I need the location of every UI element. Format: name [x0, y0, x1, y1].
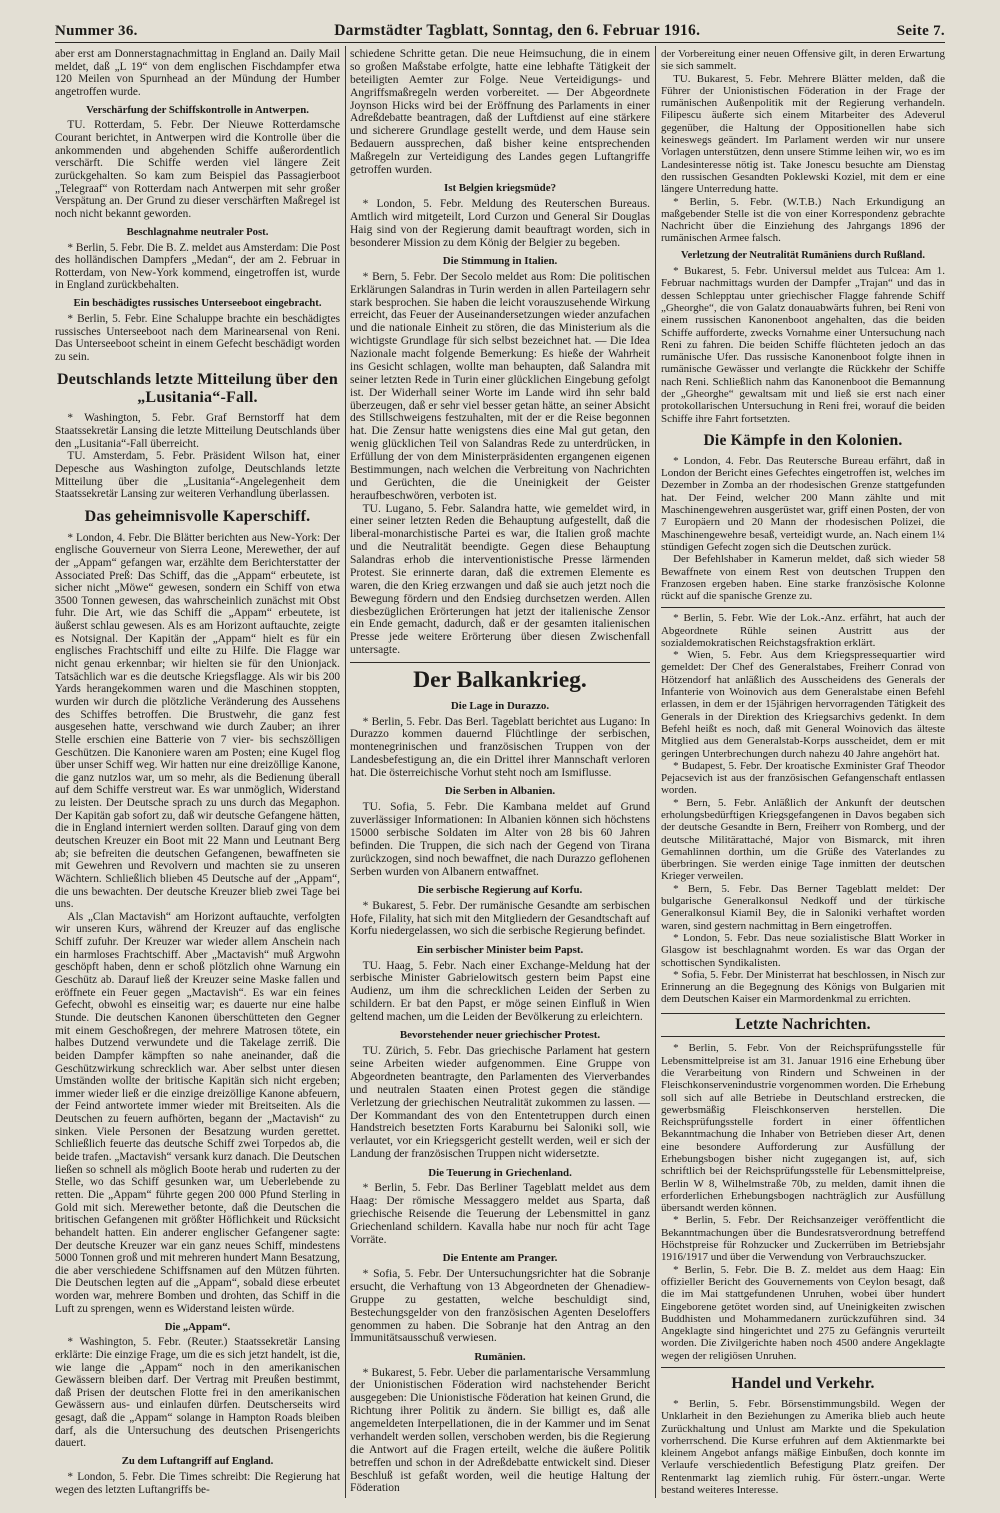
luftangriff-text: * London, 5. Febr. Die Times schreibt: Die Regierung hat wegen des letzten Luftangriffs be- — [55, 1470, 340, 1496]
news-item: * Bern, 5. Febr. Das Berner Tageblatt meldet: Der bulgarische Generalkonsul Nedkoff und der türkische Generalkonsul Kiamil Bey, die in Saloniki verhaftet worden waren, sind gestern nachmittag in Bern eingetroffen. — [661, 882, 945, 932]
news-item: * Budapest, 5. Febr. Der kroatische Exminister Graf Theodor Pejacsevich ist aus der französischen Gefangenschaft entlassen worden. — [661, 759, 945, 797]
italien-paragraph: TU. Lugano, 5. Febr. Salandra hatte, wie gemeldet wird, in einer seiner letzten Reden die Behauptung aufgestellt, daß die liberal-monarchistische Partei es war, die Italien groß machte und die Neutralität beendigte. Gegen diese Behauptung Salandras erhob die interventionistische Presse lärmenden Protest. Sie erinnerte daran, daß die extremen Elemente es waren, die den Krieg erzwangen und daß sie auch jetzt noch die Bewegung fördern und den Endsieg durchsetzen werden. Allen diesbezüglichen Erörterungen hat jetzt der italienische Zensor ein Ende gemacht, dadurch, daß er der gesamten italienischen Presse jede weitere Erörterung über diesen Zwischenfall untersagte. — [350, 502, 650, 657]
letzte-paragraph: * Berlin, 5. Febr. Die B. Z. meldet aus dem Haag: Ein offizieller Bericht des Gouvernements von Ceylon besagt, daß die im Mai stattgefundenen Unruhen, wobei über hundert Eingeborene getötet worden sind, auf Uneinigkeiten zwischen Buddhisten und Mohammedanern zurückzuführen sind. 34 Angeklagte sind hingerichtet und 275 zu Gefängnis verurteilt worden. Die Zivilgerichte haben noch 4500 andere Angeklagte wegen der religiösen Unruhen. — [661, 1263, 945, 1362]
news-item: * Bern, 5. Febr. Anläßlich der Ankunft der deutschen erholungsbedürftigen Kriegsgefangenen in Davos begaben sich der deutsche Gesandte in Bern, Freiherr von Romberg, und der deutsche Militärattaché, Major von Bismarck, mit ihren Gemahlinnen dorthin, um die Grüße des Vaterlandes zu überbringen. Sie werden einige Tage inmitten der deutschen Krieger verweilen. — [661, 796, 945, 883]
rumaenien-heading: Rumänien. — [474, 1350, 526, 1363]
appam-text: * Washington, 5. Febr. (Reuter.) Staatssekretär Lansing erklärte: Die einzige Frage, um die es sich jetzt handelt, ist die, wie lange die „Appam“ noch in den amerikanischen Gewässern bleiben darf. Der Vertrag mit Preußen bestimmt, daß Prisen der deutschen Flotte frei in den amerikanischen Gewässern aus- und einlaufen dürfen. Deutscherseits wird gesagt, daß die „Appam“ solange in Hampton Roads bleiben darf, als die Untersuchung des deutschen Prisengerichts dauert. — [55, 1336, 340, 1450]
rumaenien-text: * Bukarest, 5. Febr. Ueber die parlamentarische Versammlung der Unionistischen Föderation wird nachstehender Bericht ausgegeben: Die Unionistische Föderation hat keinen Grund, die Richtung ihrer Politik zu ändern. Sie billigt es, daß alle angemeldeten Interpellationen, die in der Kammer und im Senat verhandelt werden sollen, verschoben werden, bis die Regierung die Antwort auf die Fragen erteilt, welche die äußere Politik betreffen und schon in der Adreßdebatte entwickelt sind. Dieser Beschluß ist gefaßt worden, weil die heutige Haltung der Föderation — [350, 1366, 650, 1495]
page-number: Seite 7. — [896, 23, 945, 39]
section-rule — [350, 662, 650, 663]
uboot-text: * Berlin, 5. Febr. Eine Schaluppe brachte ein beschädigtes russisches Unterseeboot nach dem Marinearsenal von Reni. Das Unterseeboot scheint in einem Gefecht beschädigt worden zu sein. — [55, 313, 340, 363]
handel-text: * Berlin, 5. Febr. Börsenstimmungsbild. Wegen der Unklarheit in den Beziehungen zu Amerika blieb auch heute Zurückhaltung und Unlust am Markte und die Spekulation vorherrschend. Die Kurse erfuhren auf dem Aktienmarkte bei kleinem Angebot anfangs mäßige Einbußen, doch konnte im Verlaufe verschiedentlich Befestigung Platz greifen. Der Rentenmarkt lag ziemlich ruhig. Für österr.-ungar. Werte bestand weiteres Interesse. — [661, 1397, 945, 1496]
korfu-heading: Die serbische Regierung auf Korfu. — [417, 883, 583, 896]
letzte-nachrichten-heading: Letzte Nachrichten. — [661, 1013, 945, 1037]
pranger-text: * Sofia, 5. Febr. Der Untersuchungsrichter hat die Sobranje ersucht, die Verhaftung von 13 Abgeordneten der Ghenadiew-Gruppe zu gestatten, welche beschuldigt sind, Bestechungsgelder von den französischen Agenten Deseloffers genommen zu haben. Die Sobranje hat den Antrag an den Immunitätsausschuß verwiesen. — [350, 1268, 650, 1345]
balkankrieg-heading: Der Balkankrieg. — [413, 666, 587, 693]
lusitania-heading: Deutschlands letzte Mitteilung über den „Lusitania“-Fall. — [57, 370, 338, 406]
column-2 — [350, 48, 650, 1496]
antwerpen-heading: Verschärfung der Schiffskontrolle in Antwerpen. — [86, 103, 309, 116]
column-rule — [345, 46, 346, 1498]
kolonien-paragraph: * London, 4. Febr. Das Reutersche Bureau erfährt, daß in London der Bericht eines Gefechtes eingetroffen ist, welches im Dezember in Zomba an der rhodesischen Grenze stattgefunden hat. Der Feind, welcher 200 Mann zählte und mit Maschinengewehren ausgerüstet war, griff einen Posten, der von 7 Europäern und 20 Mann der rhodesischen Polizei, die Maschinengewehre besaß, verteidigt wurde, an. Nach einem 1¼ stündigen Gefecht zogen sich die Deutschen zurück. — [661, 454, 945, 553]
pranger-heading: Die Entente am Pranger. — [442, 1252, 558, 1265]
continued-paragraph: aber erst am Donnerstagnachmittag in England an. Daily Mail meldet, daß „L 19“ von dem englischen Fischdampfer etwa 120 Meilen von Spurnhead an der Mündung der Humber angetroffen wurde. — [55, 48, 340, 98]
section-rule — [661, 1367, 945, 1368]
issue-number: Nummer 36. — [55, 23, 138, 39]
italien-heading: Die Stimmung in Italien. — [442, 254, 558, 267]
jahrgang-text: * Berlin, 5. Febr. (W.T.B.) Nach Erkundigung an maßgebender Stelle ist die von einer Korrespondenz gebrachte Nachricht über die Einziehung des Jahrgangs 1896 der rumänischen Armee falsch. — [661, 195, 945, 245]
belgien-text: * London, 5. Febr. Meldung des Reuterschen Bureaus. Amtlich wird mitgeteilt, Lord Curzon und General Sir Douglas Haig sind von der Regierung damit beauftragt worden, sich in besonderer Mission zu dem König der Belgier zu begeben. — [350, 198, 650, 249]
albanien-text: TU. Sofia, 5. Febr. Die Kambana meldet auf Grund zuverlässiger Informationen: In Albanien können sich höchstens 15000 serbische Soldaten im Alter von 28 bis 60 Jahren befinden. Die Truppen, die sich nach der Gegend von Tirana zurückzogen, sind noch bewaffnet, die nach Durazzo geflohenen Serben wurden von Albanern entwaffnet. — [350, 801, 650, 878]
continued-paragraph: der Vorbereitung einer neuen Offensive gilt, in deren Erwartung sie sich sammelt. — [661, 48, 945, 73]
letzte-paragraph: * Berlin, 5. Febr. Der Reichsanzeiger veröffentlicht die Bekanntmachungen über die Bundesratsverordnung betreffend Höchstpreise für Rohzucker und Zuckerrüben im Betriebsjahr 1916/1917 und über die Verwendung von Verbrauchszucker. — [661, 1214, 945, 1264]
papst-text: TU. Haag, 5. Febr. Nach einer Exchange-Meldung hat der serbische Minister Gabrielowitsch gestern beim Papst eine Audienz, um ihm die schrecklichen Leiden der Serben zu schildern. Er bat den Papst, er möge seinen Einfluß in Wien geltend machen, um die Leiden der Bevölkerung zu erleichtern. — [350, 959, 650, 1024]
antwerpen-text: TU. Rotterdam, 5. Febr. Der Nieuwe Rotterdamsche Courant berichtet, in Antwerpen wird die Kontrolle über die ankommenden und abgehenden Schiffe außerordentlich verschärft. Die Schiffe werden viel längere Zeit zurückgehalten. So kam zum Beispiel das Passagierboot „Telegraaf“ von Rotterdam nach Antwerpen mit sehr großer Verspätung an. Der Grund zu dieser verschärften Maßregel ist noch nicht bekannt geworden. — [55, 119, 340, 220]
post-heading: Beschlagnahme neutraler Post. — [126, 225, 269, 238]
letzte-paragraph: * Berlin, 5. Febr. Von der Reichsprüfungsstelle für Lebensmittelpreise ist am 31. Januar 1916 eine Erhebung über die Verarbeitung von Rindern und Schweinen in der Fleischkonservenindustrie vorgenommen worden. Die Erhebung soll sich auf alle Betriebe in Deutschland erstrecken, die gewerbsmäßig Fleischkonserven herstellen. Die Reichsprüfungsstelle fordert in einer öffentlichen Bekanntmachung die Inhaber von Betrieben dieser Art, denen eine besondere Aufforderung zur Ausfüllung der Erhebungsbogen bisher nicht zugegangen ist, auf, sich schriftlich bei der Reichsprüfungsstelle für Lebensmittelpreise, Berlin W 8, Wilhelmstraße 70b, zu melden, damit ihnen die erforderlichen Erhebungsbogen nachträglich zur Ausfüllung übersandt werden können. — [661, 1042, 945, 1215]
belgien-heading: Ist Belgien kriegsmüde? — [443, 182, 557, 195]
teuerung-text: * Berlin, 5. Febr. Das Berliner Tageblatt meldet aus dem Haag: Der römische Messaggero meldet aus Sparta, daß griechische Reisende die Teuerung der Lebensmittel in ganz Griechenland schildern. Kavalla habe nur noch für acht Tage Vorräte. — [350, 1182, 650, 1246]
section-rule — [661, 607, 945, 608]
papst-heading: Ein serbischer Minister beim Papst. — [416, 943, 584, 956]
luftangriff-heading: Zu dem Luftangriff auf England. — [121, 1455, 274, 1468]
protest-heading: Bevorstehender neuer griechischer Protest. — [399, 1029, 601, 1042]
kaperschiff-heading: Das geheimnisvolle Kaperschiff. — [84, 508, 311, 526]
news-item: * Wien, 5. Febr. Aus dem Kriegspressequartier wird gemeldet: Der Chef des Generalstabes, Freiherr Conrad von Hötzendorf hat anläßlich des Ausscheidens des Generals der Infanterie von Woinovich aus dem Generalstabe einen Befehl erlassen, in dem er der 15jährigen hervorragenden Tätigkeit des Generals in der Direktion des Kriegsarchivs gedenkt. In dem Befehl heißt es noch, daß mit General Woinovich das älteste Mitglied aus dem Generalstab-Korps ausscheidet, dem er mit geringen Unterbrechungen durch nahezu 40 Jahre angehört hat. — [661, 649, 945, 760]
continued-paragraph: schiedene Schritte getan. Die neue Heimsuchung, die in einem so großen Maßstabe erfolgte, hatte eine lebhafte Tätigkeit der beteiligten Aemter zur Folge. Neue Verteidigungs- und Angriffsmaßregeln werden vorbereitet. — Der Abgeordnete Joynson Hicks wird bei der Eröffnung des Parlaments in einer Adreßdebatte beantragen, daß der Luftdienst auf eine stärkere und sicherere Grundlage gestellt werde, und dem Hause sein Bedauern aussprechen, daß bisher keine entsprechenden Maßregeln zur Verteidigung des Landes gegen Luftangriffe getroffen wurden. — [350, 48, 650, 176]
korfu-text: * Bukarest, 5. Febr. Der rumänische Gesandte am serbischen Hofe, Filality, hat sich mit den Mitgliedern der Gesandtschaft auf Korfu niedergelassen, wo sich die serbische Regierung befindet. — [350, 899, 650, 938]
column-1 — [55, 48, 340, 1496]
lusitania-paragraph: * Washington, 5. Febr. Graf Bernstorff hat dem Staatssekretär Lansing die letzte Mitteilung Deutschlands über den „Lusitania“-Fall überreicht. — [55, 412, 340, 450]
masthead-title: Darmstädter Tagblatt, Sonntag, den 6. Februar 1916. — [334, 22, 701, 39]
albanien-heading: Die Serben in Albanien. — [444, 785, 556, 798]
durazzo-heading: Die Lage in Durazzo. — [450, 699, 550, 712]
italien-paragraph: * Bern, 5. Febr. Der Secolo meldet aus Rom: Die politischen Erklärungen Salandras in Turin werden in allen Parteilagern sehr stark besprochen. Sie haben die leicht vorauszusehende Wirkung erreicht, das Feuer der Auseinandersetzungen wieder anzufachen und die nationale Einheit zu stören, die das Ministerium als die wichtigste Grundlage für sich selbst bezeichnet hat. — Die Idea Nazionale macht folgende Bemerkung: Es hieße der Wahrheit ins Gesicht schlagen, wollte man behaupten, daß Salandra mit seiner letzten Rede in Turin einer glücklichen Eingebung gefolgt ist. Der Widerhall seiner Worte im Lande wird ihn sehr bald überzeugen, daß er sehr viel besser getan hätte, an seiner Absicht des Stillschweigens festzuhalten, mit der er die Reise begonnen hat. Die Zensur hatte wenigstens dies eine Mal gut getan, den wenig glücklichen Teil von Salandras Rede zu unterdrücken, in Erfüllung der von dem Ministerpräsidenten ergangenen eigenen Bestimmungen, nach welchen die Verbreitung von Nachrichten und Gerüchten, die die Uneinigkeit der Geister heraufbeschwören, verboten ist. — [350, 270, 650, 502]
uboot-heading: Ein beschädigtes russisches Unterseeboot eingebracht. — [73, 297, 322, 310]
page-header — [55, 16, 945, 43]
news-item: * London, 5. Febr. Das neue sozialistische Blatt Worker in Glasgow ist beschlagnahmt worden. Es war das Organ der schottischen Syndikalisten. — [661, 931, 945, 969]
neutralitaet-heading: Verletzung der Neutralität Rumäniens durch Rußland. — [681, 249, 925, 261]
kolonien-heading: Die Kämpfe in den Kolonien. — [703, 431, 903, 449]
news-item: * Berlin, 5. Febr. Wie der Lok.-Anz. erfährt, hat auch der Abgeordnete Rühle seinen Austritt aus der sozialdemokratischen Reichstagsfraktion erklärt. — [661, 612, 945, 649]
protest-text: TU. Zürich, 5. Febr. Das griechische Parlament hat gestern seine Arbeiten wieder aufgenommen. Eine Gruppe von Abgeordneten beantragte, den Parlamenten des Vierverbandes und neutralen Staaten einen Protest gegen die ständige Verletzung der griechischen Neutralität zukommen zu lassen. — Der Kommandant des von den Ententetruppen durch einen Handstreich besetzten Forts Karaburnu bei Saloniki soll, wie verlautet, vor ein Kriegsgericht gestellt werden, weil er sich der Landung der französischen Truppen nicht widersetzte. — [350, 1045, 650, 1161]
column-rule — [655, 46, 656, 1498]
column-3 — [661, 48, 945, 1496]
teuerung-heading: Die Teuerung in Griechenland. — [428, 1166, 572, 1179]
news-item: * Sofia, 5. Febr. Der Ministerrat hat beschlossen, in Nisch zur Erinnerung an die Begegnung des Königs von Bulgarien mit dem Deutschen Kaiser ein Marmordenkmal zu errichten. — [661, 968, 945, 1006]
post-text: * Berlin, 5. Febr. Die B. Z. meldet aus Amsterdam: Die Post des holländischen Dampfers „Medan“, der am 2. Februar in Rotterdam, von New-York kommend, eingetroffen ist, wurde in England zurückbehalten. — [55, 241, 340, 292]
kaperschiff-paragraph: Als „Clan Mactavish“ am Horizont auftauchte, verfolgten wir unseren Kurs, während der Kreuzer auf das englische Schiff zufuhr. Der Kreuzer war wieder allem Anschein nach ein harmloses Frachtschiff. Aber „Mactavish“ muß Argwohn geschöpft haben, denn er schoß plötzlich ohne Warnung ein Geschütz ab. Darauf ließ der Kreuzer seine Maske fallen und eröffnete ein Feuer gegen „Mactavish“. Es war ein feines Gefecht, obwohl es einseitig war; es dauerte nur eine halbe Stunde. Die deutschen Kanonen überschütteten den Gegner mit einem Geschoßregen, der mehrere Matrosen tötete, ein halbes Dutzend verwundete und die Takelage zerriß. Die beiden Dampfer kämpften so nahe aneinander, daß die Geschützwirkung schrecklich war. Aber selbst unter diesen Umständen wollte der britische Kapitän sich nicht ergeben; immer wieder ließ er die einzige dreizöllige Kanone abfeuern, der Feind antwortete immer wieder mit Breitseiten. Als die Deutschen zu feuern aufhörten, begann der „Mactavish“ zu sinken. Viele Personen der Besatzung wurden gerettet. Schließlich feuerte das deutsche Schiff zwei Torpedos ab, die beide trafen. „Mactavish“ versank kurz danach. Die Deutschen ließen so schnell als möglich Boote herab und ruderten zu der Stelle, wo das Schiff gesunken war, um Ueberlebende zu retten. Die „Appam“ führte gegen 200 000 Pfund Sterling in Gold mit sich. Merewether betonte, daß die Deutschen die britischen Gefangenen mit größter Höflichkeit und Rücksicht behandelt hatten. Ein anderer englischer Gefangener sagte: Der deutsche Kreuzer war ein ganz neues Schiff, mindestens 5000 Tonnen groß und mit mehreren hundert Mann Besatzung, die aber verschiedene Schiffsnamen auf den Mützen führten. Die Deutschen legten auf die „Appam“, sobald diese erbeutet worden war, mehrere Bomben und drohten, das Schiff in die Luft zu sprengen, wenn es Widerstand leisten würde. — [55, 910, 340, 1315]
kaperschiff-paragraph: * London, 4. Febr. Die Blätter berichten aus New-York: Der englische Gouverneur von Sierra Leone, Merewether, der auf der „Appam“ gefangen war, erzählte dem Berichterstatter der Associated Preß: Das Schiff, das die „Appam“ erbeutete, ist sicher nicht „Möwe“ gewesen, sondern ein Schiff von etwa 3500 Tonnen gewesen, das wahrscheinlich zunächst mit Obst fuhr. Die Art, wie das Schiff die „Appam“ erbeutete, ist äußerst schlau gewesen. Als es am Horizont auftauchte, zeigte es Notsignal. Der Kapitän der „Appam“ hielt es für ein englisches Frachtschiff und eilte zu Hilfe. Die Flagge war nicht genau erkennbar; wir hielten sie für den Unionjack. Tatsächlich war es die deutsche Kriegsflagge. Als wir bis 200 Yards herangekommen waren und die Maschinen stoppten, wurden wir durch die plötzliche Veränderung des Aussehens des Schiffes betroffen. Die Brustwehr, die ganz fest ausgesehen hatte, verschwand wie durch Zauber; an ihrer Stelle erschien eine Batterie von 7 vier- bis sechszölligen Geschützen. Die Kanoniere waren am Posten; eine Kugel flog über unser Schiff weg. Wir hatten nur eine dreizöllige Kanone, die ganz nutzlos war, um so mehr, als die Bedienung überall auf dem Schiffe verstreut war. Es war unmöglich, Widerstand zu leisten. Der Deutsche sprach zu uns durch das Megaphon. Der Kapitän gab sofort zu, daß wir deutsche Gefangene hätten, die in England interniert werden sollten. Darauf ging von dem deutschen Kreuzer ein Boot mit 22 Mann und Leutnant Berg ab; sie befreiten die deutschen Gefangenen, bewaffneten sie mit Gewehren und Revolvern und machten sie zu unseren Wächtern. Schließlich blieben 45 Deutsche auf der „Appam“, die uns bewachten. Der deutsche Kreuzer blieb zwei Tage bei uns. — [55, 531, 340, 911]
durazzo-text: * Berlin, 5. Febr. Das Berl. Tageblatt berichtet aus Lugano: In Durazzo kommen dauernd Flüchtlinge der serbischen, montenegrinischen und französischen Truppen von der Landesbefestigung an, die ein Drittel ihrer Mannschaft verloren hat. Die österreichische Vorhut steht noch am Ismiflusse. — [350, 715, 650, 780]
neutralitaet-text: * Bukarest, 5. Febr. Universul meldet aus Tulcea: Am 1. Februar nachmittags wurden der Dampfer „Trajan“ und das in dessen Schlepptau unter griechischer Flagge fahrende Schiff „Gheorghe“, die von Galatz donauabwärts fuhren, bei Reni von einem russischen Kanonenboot angehalten, das die beiden Schiffe aufforderte, zwecks Vornahme einer Untersuchung nach Reni zu fahren. Die beiden Schiffe flüchteten jedoch an das rumänische Ufer. Das russische Kanonenboot folgte ihnen in rumänische Gewässer und verlangte die Rückkehr der Schiffe nach Reni. Schließlich nahm das Kanonenboot die Bemannung der „Gheorghe“ gewaltsam mit und ließ sie erst nach einer protokollarischen Untersuchung in Reni frei, worauf die beiden Schiffe ihre Fahrt fortsetzten. — [661, 265, 945, 425]
kolonien-paragraph: Der Befehlshaber in Kamerun meldet, daß sich wieder 58 Bewaffnete von einem Rest von deutschen Truppen den Franzosen ergeben haben. Eine starke französische Kolonne rückt auf die spanische Grenze zu. — [661, 553, 945, 603]
handel-heading: Handel und Verkehr. — [731, 1375, 875, 1392]
bukarest-text: TU. Bukarest, 5. Febr. Mehrere Blätter melden, daß die Führer der Unionistischen Föderation in der Frage der rumänischen Außenpolitik mit der Regierung verhandeln. Filipescu äußerte sich einem Mitarbeiter des Adeverul gegenüber, die Haltung der Oppositionellen habe sich keineswegs geändert. Im Parlament werden wir nur unsere Vorlagen unterstützen, denn unsere Stimme leihen wir, wo es im Landesinteresse nötig ist. Take Jonescu besuchte am Dienstag den russischen Gesandten Poklewski Koziel, mit dem er eine längere Unterredung hatte. — [661, 72, 945, 196]
appam-heading: Die „Appam“. — [164, 1320, 231, 1333]
lusitania-paragraph: TU. Amsterdam, 5. Febr. Präsident Wilson hat, einer Depesche aus Washington zufolge, Deutschlands letzte Mitteilung über die „Lusitania“-Angelegenheit dem Staatssekretär Lansing zur weiteren Verhandlung überlassen. — [55, 450, 340, 501]
